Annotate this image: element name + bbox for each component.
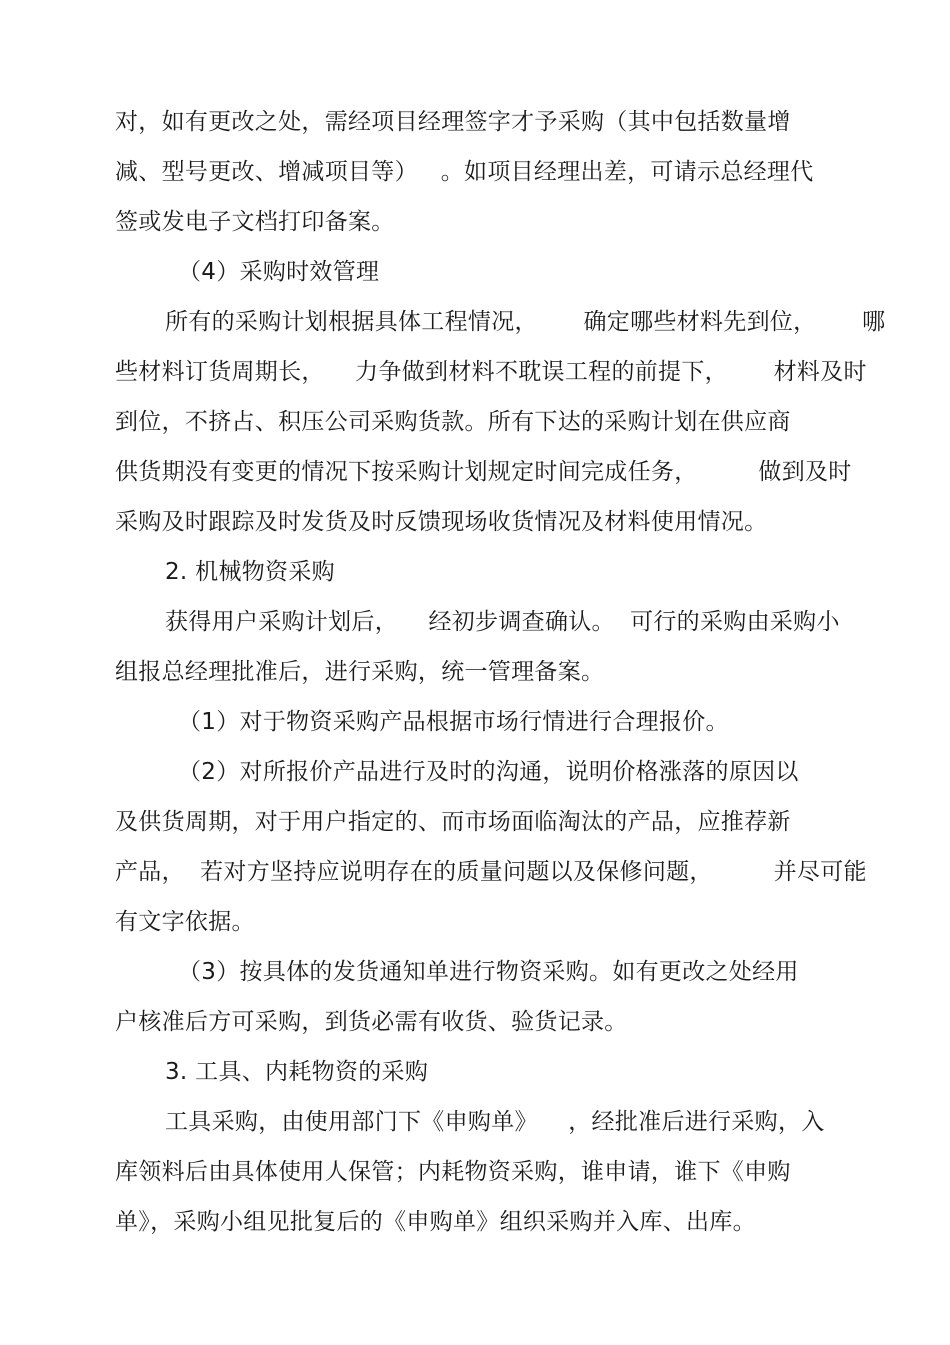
text-line: 工具采购，由使用部门下《申购单》 ，经批准后进行采购，入 [165, 1109, 825, 1135]
text-line: 对，如有更改之处，需经项目经理签字才予采购（其中包括数量增 [115, 109, 791, 135]
text-line: （1）对于物资采购产品根据市场行情进行合理报价。 [178, 709, 729, 735]
text-line: 单》，采购小组见批复后的《申购单》组织采购并入库、出库。 [115, 1209, 756, 1235]
text-line: 产品， 若对方坚持应说明存在的质量问题以及保修问题， 并尽可能 [115, 859, 867, 885]
text-line: （3）按具体的发货通知单进行物资采购。如有更改之处经用 [178, 959, 799, 985]
text-line: 供货期没有变更的情况下按采购计划规定时间完成任务， 做到及时 [115, 459, 852, 485]
text-line: 有文字依据。 [115, 909, 255, 935]
section-heading: 2. 机械物资采购 [165, 559, 335, 585]
text-line: （2）对所报价产品进行及时的沟通，说明价格涨落的原因以 [178, 759, 799, 785]
text-line: 户核准后方可采购，到货必需有收货、验货记录。 [115, 1009, 628, 1035]
text-line: 组报总经理批准后，进行采购，统一管理备案。 [115, 659, 605, 685]
text-line: 减、型号更改、增减项目等） 。如项目经理出差，可请示总经理代 [115, 159, 814, 185]
section-heading: 3. 工具、内耗物资的采购 [165, 1059, 429, 1085]
text-line: 及供货周期，对于用户指定的、而市场面临淘汰的产品，应推荐新 [115, 809, 791, 835]
section-heading: （4）采购时效管理 [178, 259, 380, 285]
text-line: 到位，不挤占、积压公司采购货款。所有下达的采购计划在供应商 [115, 409, 791, 435]
text-line: 采购及时跟踪及时发货及时反馈现场收货情况及材料使用情况。 [115, 509, 768, 535]
text-line: 所有的采购计划根据具体工程情况， 确定哪些材料先到位， 哪 [165, 309, 886, 335]
text-line: 库领料后由具体使用人保管；内耗物资采购，谁申请，谁下《申购 [115, 1159, 791, 1185]
text-line: 些材料订货周期长， 力争做到材料不耽误工程的前提下， 材料及时 [115, 359, 867, 385]
text-line: 签或发电子文档打印备案。 [115, 209, 395, 235]
text-line: 获得用户采购计划后， 经初步调查确认。 可行的采购由采购小 [165, 609, 840, 635]
